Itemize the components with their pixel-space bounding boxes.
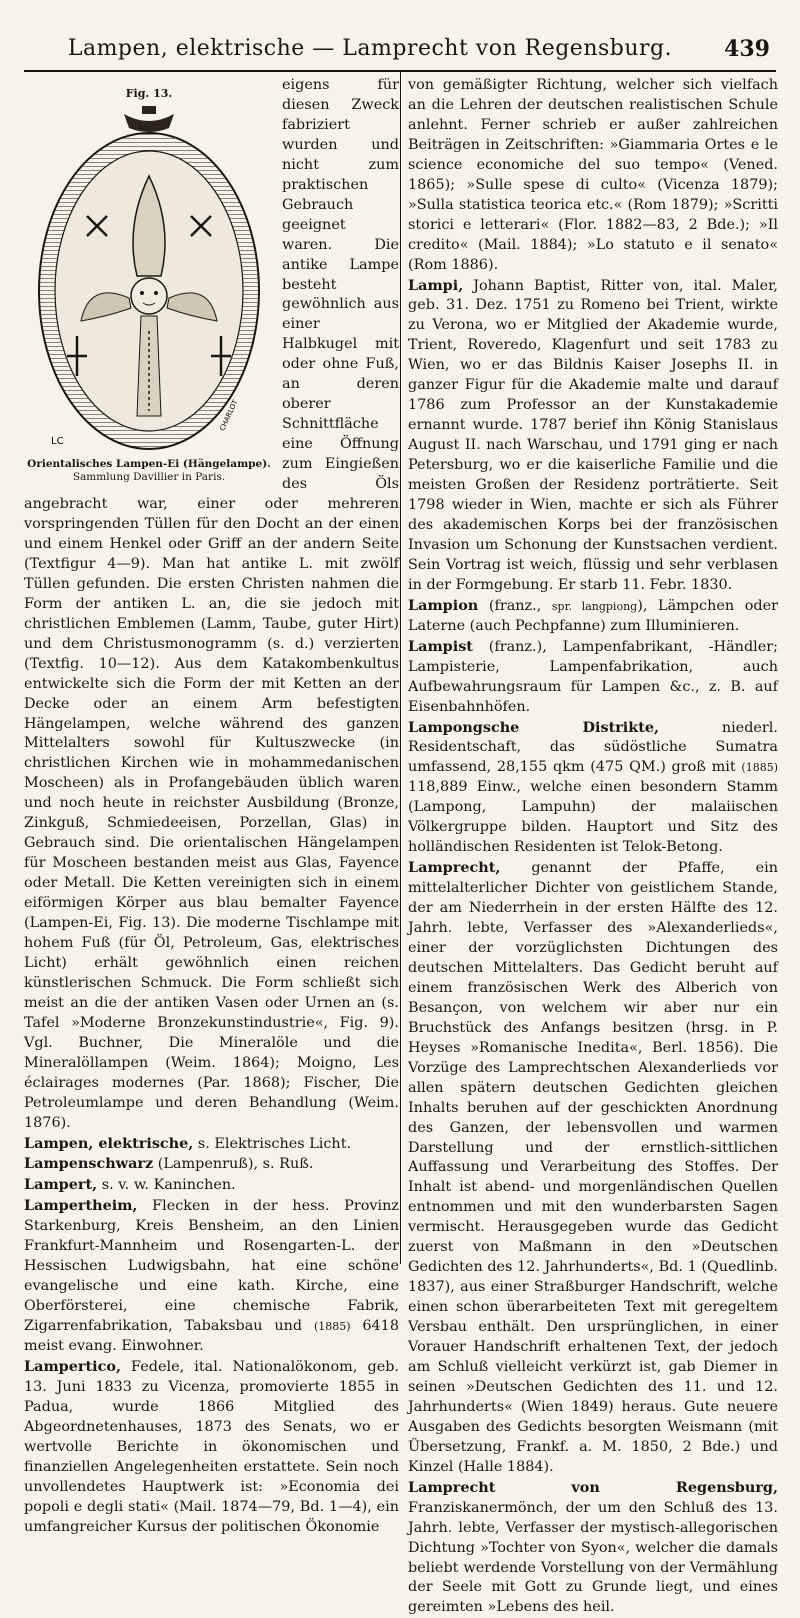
headword: Lampion bbox=[408, 596, 479, 614]
entry-lamprecht: Lamprecht, genannt der Pfaffe, ein mittelalterlicher Dichter von geistlichem Stande, der am Niederrhein in der ersten Hälfte des 12. Jahrh. lebte, Verfasser des »Alexanderlieds«, einer der vorzüglichsten Dichtungen des deutschen Mittelalters. Das Gedicht beruht auf einem französischen Werk des Alberich von Besançon, von welchem wir aber nur ein Bruchstück des Anfangs besitzen (hrsg. in P. Heyses »Romanische Inedita«, Berl. 1856). Die Vorzüge des Lamprechtschen Alexanderlieds vor allen spätern deutschen Gedichten gleichen Inhalts beruhen auf der geschickten Anordnung des Ganzen, der lebensvollen und warmen Darstellung und der ernstlich-sittlichen Auffassung und Verarbeitung des Stoffes. Der Inhalt ist abend- und morgenländischen Quellen entnommen und mit den wunderbarsten Sagen vermischt. Herausgegeben wurde das Gedicht zuerst von Maßmann in den »Deutschen Gedichten des 12. Jahrhunderts«, Bd. 1 (Quedlinb. 1837), aus einer Straßburger Handschrift, welche einen schon überarbeiteten Text mit geregeltem Versbau enthält. Den ursprünglichen, in einer Vorauer Handschrift erhaltenen Text, der jedoch am Schluß vielleicht verkürzt ist, gab Diemer in seinen »Deutschen Gedichten des 11. und 12. Jahrhunderts« (Wien 1849) heraus. Gute neuere Ausgaben des Gedichts besorgten Weismann (mit Übersetzung, Frankf. a. M. 1850, 2 Bde.) und Kinzel (Halle 1884). bbox=[408, 859, 778, 1475]
column-divider bbox=[400, 72, 401, 1264]
entry-lampen-elektrische: Lampen, elektrische, s. Elektrisches Licht. bbox=[24, 1134, 352, 1152]
figure-label: Fig. 13. bbox=[125, 87, 173, 100]
lamp-egg-illustration bbox=[29, 106, 269, 456]
entry-lampist: Lampist (franz.), Lampenfabrikant, -Händler; Lampisterie, Lampenfabrikation, auch Aufbewahrungsraum für Lampen &c., z. B. auf Eisenbahnhöfen. bbox=[408, 637, 778, 715]
entry-lampenschwarz: Lampenschwarz (Lampenruß), s. Ruß. bbox=[24, 1155, 314, 1173]
collar-ornament bbox=[124, 114, 174, 132]
running-header bbox=[24, 36, 776, 70]
entry-lampertico: Lampertico, Fedele, ital. Nationalökonom, geb. 13. Juni 1833 zu Vicenza, promovierte 1855 in Padua, wurde 1866 Mitglied des Abgeordnetenhauses, 1873 des Senats, wo er wertvolle Berichte in ökonomischen und finanziellen Angelegenheiten erstattete. Sein noch unvollendetes Hauptwerk ist: »Economia dei popoli e degli stati« (Mail. 1874—79, Bd. 1—4), ein umfangreicher Kursus der politischen Ökonomie bbox=[24, 1358, 399, 1535]
right-column bbox=[408, 76, 778, 1618]
headword: Lampertheim, bbox=[24, 1197, 138, 1215]
figure-caption: Orientalisches Lampen-Ei (Hängelampe). bbox=[27, 457, 271, 470]
headword: Lampert, bbox=[24, 1176, 98, 1194]
figure-13 bbox=[24, 80, 274, 488]
left-column bbox=[24, 76, 399, 1538]
entry-lamprecht-von-regensburg: Lamprecht von Regensburg, Franziskanermönch, der um den Schluß des 13. Jahrh. lebte, Verfasser der mystisch-allegorischen Dichtung »Tochter von Syon«, welcher die damals beliebt werdende Vorstellung von der Vermählung der Seele mit Gott zu Grunde liegt, und eines gereimten »Lebens des heil. bbox=[408, 1478, 778, 1616]
headword: Lamprecht von Regensburg, bbox=[408, 1478, 778, 1496]
entry-lampertheim: Lampertheim, Flecken in der hess. Provinz Starkenburg, Kreis Bensheim, an den Linien Frankfurt-Mannheim und Rosengarten-L. der Hessischen Ludwigsbahn, hat eine schöne evangelische und eine kath. Kirche, eine Oberförsterei, eine chemische Fabrik, Zigarrenfabrikation, Tabaksbau und (1885) 6418 meist evang. Einwohner. bbox=[24, 1197, 399, 1355]
headword: Lampongsche Distrikte, bbox=[408, 718, 660, 736]
signature-left: LC bbox=[51, 435, 64, 447]
headword: Lampi, bbox=[408, 276, 464, 294]
paragraph-lamp-history: eigens für diesen Zweck fabriziert wurden und nicht zum praktischen Gebrauch geeignet waren. Die antike Lampe besteht gewöhnlich aus einer Halbkugel mit oder ohne Fuß, an deren oberer Schnittfläche eine Öffnung zum Eingießen des Öls angebracht war, einer oder mehreren vorspringenden Tüllen für den Docht an der einen und einem Henkel oder Griff an der andern Seite (Textfigur 4—9). Man hat antike L. mit zwölf Tüllen gefunden. Die ersten Christen nahmen die Form der antiken L. an, die sie jedoch mit christlichen Emblemen (Lamm, Taube, guter Hirt) und dem Christusmonogramm (s. d.) verzierten (Textfig. 10—12). Aus dem Katakombenkultus entwickelte sich die Form der mit Ketten an der Decke oder an einem Arm befestigten Hängelampen, welche während des ganzen Mittelalters sowohl für Kultuszwecke (in christlichen Kirchen wie in mohammedanischen Moscheen) als in Profangebäuden üblich waren und noch heute in reichster Ausbildung (Bronze, Zinkguß, Schmiedeeisen, Porzellan, Glas) in Gebrauch sind. Die orientalischen Hängelampen für Moscheen bestanden meist aus Glas, Fayence oder Metall. Die Ketten vereinigten sich in einem eiförmigen Körper aus blau bemalter Fayence (Lampen-Ei, Fig. 13). Die moderne Tischlampe mit hohem Fuß (für Öl, Petroleum, Gas, elektrisches Licht) erhält gewöhnlich einen reichen künstlerischen Schmuck. Die Form schließt sich meist an die der antiken Vasen oder Urnen an (s. Tafel »Moderne Bronzekunstindustrie«, Fig. 9). Vgl. Buchner, Die Mineralöle und die Mineralöllampen (Weim. 1864); Moigno, Les éclairages modernes (Par. 1868); Fischer, Die Petroleumlampe und deren Behandlung (Weim. 1876). bbox=[24, 77, 399, 1131]
entry-lampert: Lampert, s. v. w. Kaninchen. bbox=[24, 1176, 236, 1194]
headword: Lampen, elektrische, bbox=[24, 1134, 194, 1152]
headword: Lamprecht, bbox=[408, 859, 501, 877]
figure-source: Sammlung Davillier in Paris. bbox=[72, 470, 226, 483]
headword: Lampist bbox=[408, 637, 473, 655]
signature-right: CHARLOT bbox=[218, 398, 240, 433]
paragraph-lampertico-continued: von gemäßigter Richtung, welcher sich vielfach an die Lehren der deutschen realistischen Schule anlehnt. Ferner schrieb er außer zahlreichen Beiträgen in Zeitschriften: »Giammaria Ortes e le science economiche del suo tempo« (Vened. 1865); »Sulle spese di culto« (Vicenza 1879); »Sulla statistica teorica etc.« (Rom 1879); »Scritti storici e letterari« (Flor. 1882—83, 2 Bde.); »Il credito« (Mail. 1884); »Lo statuto e il senato« (Rom 1886). bbox=[408, 77, 778, 273]
running-head-title: Lampen, elektrische — Lamprecht von Regensburg. bbox=[67, 36, 673, 61]
headword: Lampenschwarz bbox=[24, 1155, 154, 1173]
entry-lampongsche-distrikte: Lampongsche Distrikte, niederl. Residentschaft, das südöstliche Sumatra umfassend, 28,155 qkm (475 QM.) groß mit (1885) 118,889 Einw., welche einen besondern Stamm (Lampong, Lampuhn) der malaiischen Völkergruppe bilden. Hauptort und Sitz des holländischen Residenten ist Telok-Betong. bbox=[408, 718, 778, 856]
face-medallion bbox=[131, 278, 167, 314]
page-number: 439 bbox=[724, 36, 770, 62]
suspension-cap bbox=[142, 106, 156, 114]
entry-lampion: Lampion (franz., spr. langpiong), Lämpchen oder Laterne (auch Pechpfanne) zum Illuminieren. bbox=[408, 596, 779, 634]
entry-lampi: Lampi, Johann Baptist, Ritter von, ital. Maler, geb. 31. Dez. 1751 zu Romeno bei Trient, wirkte zu Verona, wo er Mitglied der Akademie wurde, Trient, Roveredo, Klagenfurt und seit 1783 zu Wien, wo er das Bildnis Kaiser Josephs II. in ganzer Figur für die Akademie malte und darauf 1786 zum Professor an der Kunstakademie ernannt wurde. 1787 berief ihn König Stanislaus August II. nach Warschau, und 1791 ging er nach Petersburg, wo er die kaiserliche Familie und die meisten Großen der Residenz porträtierte. Seit 1798 wieder in Wien, machte er sich als Führer des akademischen Korps bei der französischen Invasion um Schonung der Kunstsachen verdient. Sein Vortrag ist weich, flüssig und sehr verblasen in der Formgebung. Er starb 11. Febr. 1830. bbox=[408, 276, 778, 593]
headword: Lampertico, bbox=[24, 1358, 121, 1375]
